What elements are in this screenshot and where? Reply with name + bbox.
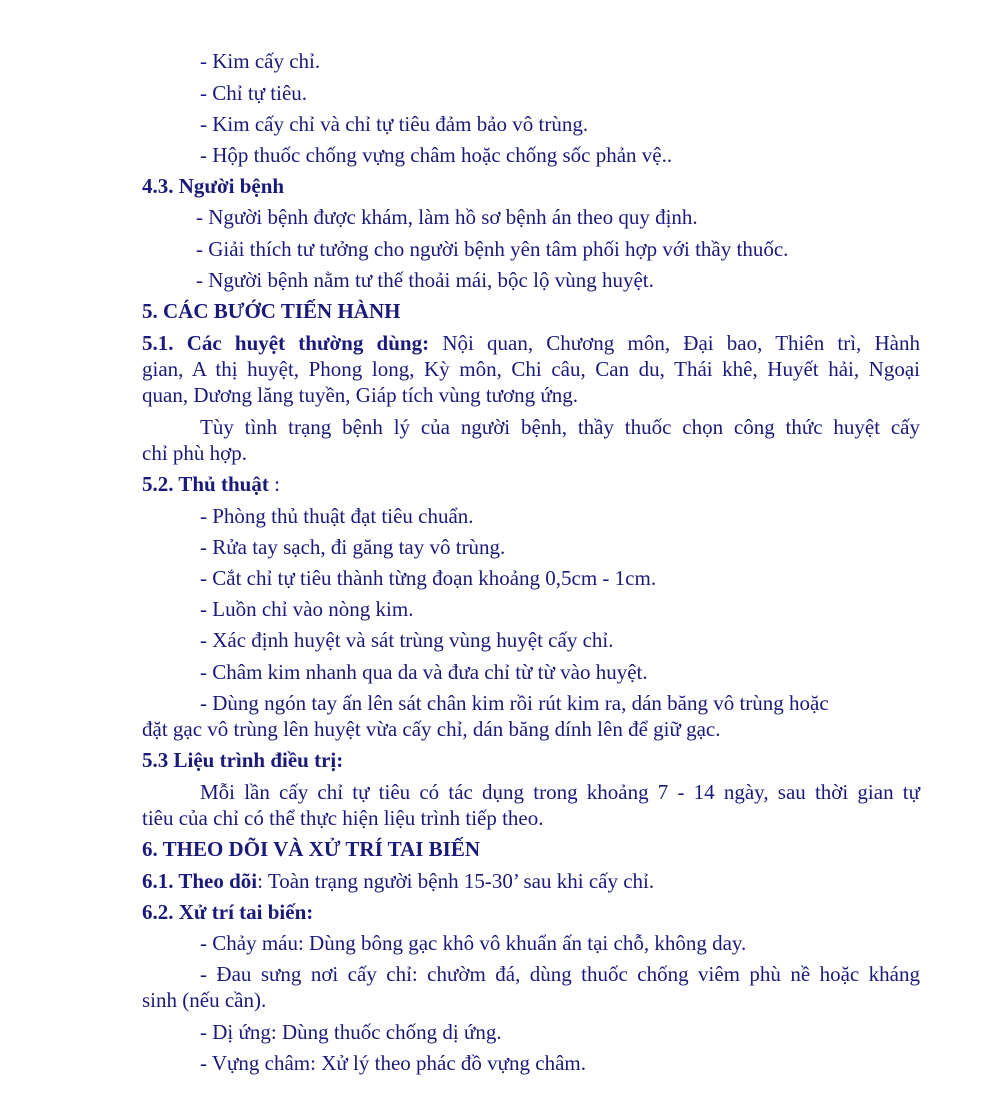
complication-faint: - Vựng châm: Xử lý theo phác đồ vựng châm. [200, 1051, 587, 1075]
material-item: - Chỉ tự tiêu. [200, 81, 308, 105]
complication-swelling-line2: sinh (nếu cần). [142, 988, 267, 1012]
complication-swelling-line1: - Đau sưng nơi cấy chỉ: chườm đá, dùng thuốc chống viêm phù nề hoặc kháng [200, 962, 920, 986]
technique-item: - Cắt chỉ tự tiêu thành từng đoạn khoảng 0,5cm - 1cm. [200, 566, 657, 590]
follow-line [142, 868, 654, 894]
technique-colon: : [268, 472, 280, 496]
material-item: - Kim cấy chỉ và chỉ tự tiêu đảm bảo vô trùng. [200, 112, 589, 136]
section-heading-monitoring: 6. THEO DÕI VÀ XỬ TRÍ TAI BIẾN [142, 837, 481, 861]
technique-last-line2: đặt gạc vô trùng lên huyệt vừa cấy chỉ, dán băng dính lên để giữ gạc. [142, 717, 721, 741]
choose-formula-line1: Tùy tình trạng bệnh lý của người bệnh, thầy thuốc chọn công thức huyệt cấy [200, 415, 920, 439]
technique-label: 5.2. Thủ thuật [142, 472, 269, 496]
course-heading: 5.3 Liệu trình điều trị: [142, 748, 344, 772]
course-line1: Mỗi lần cấy chỉ tự tiêu có tác dụng trong khoảng 7 - 14 ngày, sau thời gian tự [200, 780, 920, 804]
points-paragraph-line1 [142, 330, 920, 356]
technique-item: - Rửa tay sạch, đi găng tay vô trùng. [200, 535, 506, 559]
complication-allergy: - Dị ứng: Dùng thuốc chống dị ứng. [200, 1020, 502, 1044]
course-line2: tiêu của chỉ có thể thực hiện liệu trình tiếp theo. [142, 806, 544, 830]
patient-item: - Người bệnh nằm tư thế thoải mái, bộc lộ vùng huyệt. [196, 268, 654, 292]
points-paragraph-line3: quan, Dương lăng tuyền, Giáp tích vùng tương ứng. [142, 383, 579, 407]
technique-item: - Châm kim nhanh qua da và đưa chỉ từ từ vào huyệt. [200, 660, 648, 684]
patient-item: - Giải thích tư tưởng cho người bệnh yên tâm phối hợp với thầy thuốc. [196, 237, 789, 261]
complication-bleeding: - Chảy máu: Dùng bông gạc khô vô khuẩn ấn tại chỗ, không day. [200, 931, 747, 955]
technique-heading [142, 471, 280, 497]
follow-label: 6.1. Theo dõi [142, 869, 258, 893]
handle-heading: 6.2. Xử trí tai biến: [142, 900, 314, 924]
points-label: 5.1. Các huyệt thường dùng: [142, 331, 430, 355]
technique-item: - Phòng thủ thuật đạt tiêu chuẩn. [200, 504, 474, 528]
points-text: Nội quan, Chương môn, Đại bao, Thiên trì, Hành [442, 331, 920, 355]
technique-item: - Xác định huyệt và sát trùng vùng huyệt cấy chỉ. [200, 628, 614, 652]
material-item: - Hộp thuốc chống vựng châm hoặc chống sốc phản vệ.. [200, 143, 673, 167]
points-paragraph-line2: gian, A thị huyệt, Phong long, Kỳ môn, Chi câu, Can du, Thái khê, Huyết hải, Ngoại [142, 357, 920, 381]
section-heading-patient: 4.3. Người bệnh [142, 174, 285, 198]
patient-item: - Người bệnh được khám, làm hồ sơ bệnh án theo quy định. [196, 205, 698, 229]
material-item: - Kim cấy chỉ. [200, 49, 321, 73]
section-heading-steps: 5. CÁC BƯỚC TIẾN HÀNH [142, 299, 401, 323]
follow-text: : Toàn trạng người bệnh 15-30’ sau khi cấy chỉ. [257, 869, 655, 893]
technique-last-line1: - Dùng ngón tay ấn lên sát chân kim rồi rút kim ra, dán băng vô trùng hoặc [200, 691, 829, 715]
choose-formula-line2: chỉ phù hợp. [142, 441, 248, 465]
technique-item: - Luồn chỉ vào nòng kim. [200, 597, 414, 621]
